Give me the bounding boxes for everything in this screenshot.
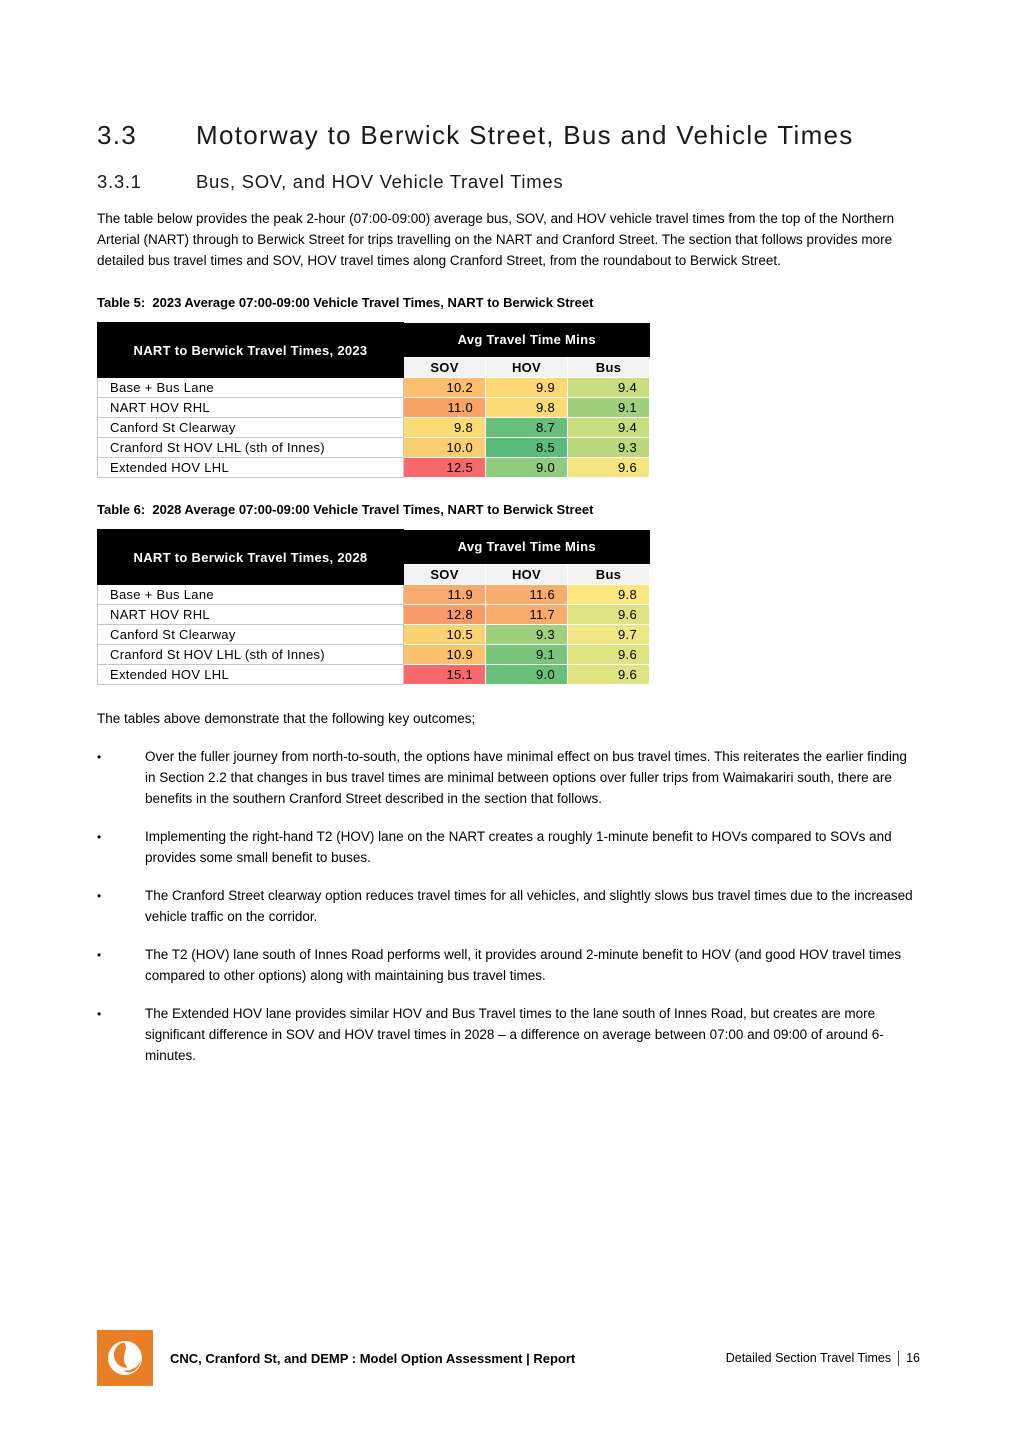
option-label: NART HOV RHL bbox=[98, 605, 404, 625]
table-row bbox=[98, 398, 650, 418]
option-label: NART HOV RHL bbox=[98, 398, 404, 418]
page-content bbox=[97, 120, 917, 1083]
bullet-text: The Cranford Street clearway option reduces travel times for all vehicles, and slightly slows bus travel times due to the increased vehicle traffic on the corridor. bbox=[145, 888, 913, 924]
bullet-item bbox=[97, 885, 917, 927]
travel-time-cell: 12.5 bbox=[404, 458, 486, 478]
bullet-text: The Extended HOV lane provides similar HOV and Bus Travel times to the lane south of Innes Road, but creates are more significant difference in SOV and HOV travel times in 2028 – a difference on average between 07:00 and 09:00 of around 6-minutes. bbox=[145, 1006, 884, 1063]
column-header-bus: Bus bbox=[568, 358, 650, 378]
travel-time-cell: 9.6 bbox=[568, 665, 650, 685]
table-row bbox=[98, 458, 650, 478]
table-row bbox=[98, 378, 650, 398]
vehicle-travel-times-table-2028 bbox=[97, 529, 650, 685]
table-row bbox=[98, 585, 650, 605]
option-label: Extended HOV LHL bbox=[98, 665, 404, 685]
column-header-sov: SOV bbox=[404, 565, 486, 585]
bullet-marker: • bbox=[97, 830, 102, 844]
key-outcomes-bullet-list bbox=[97, 746, 917, 1066]
travel-time-cell: 15.1 bbox=[404, 665, 486, 685]
intro-paragraph: The table below provides the peak 2-hour (07:00-09:00) average bus, SOV, and HOV vehicle travel times from the top of the Northern Arterial (NART) through to Berwick Street for trips travelling on the NART and Cranford Street. The section that follows provides more detailed bus travel times and SOV, HOV travel times along Cranford Street, from the roundabout to Berwick Street. bbox=[97, 211, 895, 268]
bullet-marker: • bbox=[97, 889, 102, 903]
bullet-text: Over the fuller journey from north-to-south, the options have minimal effect on bus travel times. This reiterates the earlier finding in Section 2.2 that changes in bus travel times are minimal between options over fuller trips from Waimakariri south, there are benefits in the southern Cranford Street described in the section that follows. bbox=[145, 749, 907, 806]
travel-time-cell: 11.6 bbox=[486, 585, 568, 605]
travel-time-cell: 9.3 bbox=[568, 438, 650, 458]
footer-page-info bbox=[726, 1351, 920, 1366]
column-header-hov: HOV bbox=[486, 358, 568, 378]
travel-time-cell: 10.0 bbox=[404, 438, 486, 458]
section-title: Motorway to Berwick Street, Bus and Vehicle Times bbox=[196, 120, 854, 150]
table-row bbox=[98, 605, 650, 625]
subsection-heading bbox=[97, 171, 917, 193]
page-footer bbox=[97, 1330, 920, 1386]
bullet-marker: • bbox=[97, 948, 102, 962]
footer-divider bbox=[898, 1351, 899, 1366]
footer-doc-title: CNC, Cranford St, and DEMP : Model Option Assessment | Report bbox=[170, 1350, 576, 1366]
option-label: Extended HOV LHL bbox=[98, 458, 404, 478]
table-row bbox=[98, 438, 650, 458]
travel-time-cell: 9.8 bbox=[486, 398, 568, 418]
travel-time-cell: 9.0 bbox=[486, 665, 568, 685]
table5-group-header: Avg Travel Time Mins bbox=[404, 323, 650, 358]
footer-page-number: 16 bbox=[906, 1351, 920, 1365]
travel-time-cell: 10.5 bbox=[404, 625, 486, 645]
column-header-bus: Bus bbox=[568, 565, 650, 585]
travel-time-cell: 11.9 bbox=[404, 585, 486, 605]
travel-time-cell: 9.8 bbox=[568, 585, 650, 605]
option-label: Base + Bus Lane bbox=[98, 378, 404, 398]
travel-time-cell: 9.6 bbox=[568, 645, 650, 665]
table-row bbox=[98, 418, 650, 438]
outcomes-lead-in: The tables above demonstrate that the following key outcomes; bbox=[97, 711, 476, 726]
vehicle-travel-times-table-2023 bbox=[97, 322, 650, 478]
section-heading bbox=[97, 120, 917, 151]
travel-time-cell: 9.1 bbox=[568, 398, 650, 418]
footer-section-name: Detailed Section Travel Times bbox=[725, 1351, 892, 1365]
bullet-marker: • bbox=[97, 1007, 102, 1021]
company-logo-icon bbox=[97, 1330, 153, 1386]
table6-group-header: Avg Travel Time Mins bbox=[404, 530, 650, 565]
bullet-item bbox=[97, 944, 917, 986]
bullet-text: The T2 (HOV) lane south of Innes Road performs well, it provides around 2-minute benefit to HOV (and good HOV travel times compared to other options) along with maintaining bus travel times. bbox=[145, 947, 902, 983]
travel-time-cell: 9.4 bbox=[568, 378, 650, 398]
travel-time-cell: 11.0 bbox=[404, 398, 486, 418]
bullet-item bbox=[97, 826, 917, 868]
travel-time-cell: 10.9 bbox=[404, 645, 486, 665]
travel-time-cell: 9.6 bbox=[568, 605, 650, 625]
travel-time-cell: 10.2 bbox=[404, 378, 486, 398]
travel-time-cell: 11.7 bbox=[486, 605, 568, 625]
option-label: Cranford St HOV LHL (sth of Innes) bbox=[98, 645, 404, 665]
bullet-item bbox=[97, 1003, 917, 1066]
column-header-sov: SOV bbox=[404, 358, 486, 378]
travel-time-cell: 9.4 bbox=[568, 418, 650, 438]
bullet-marker: • bbox=[97, 750, 102, 764]
table5-corner-header: NART to Berwick Travel Times, 2023 bbox=[98, 323, 404, 378]
table-row bbox=[98, 625, 650, 645]
travel-time-cell: 9.0 bbox=[486, 458, 568, 478]
travel-time-cell: 8.5 bbox=[486, 438, 568, 458]
travel-time-cell: 9.3 bbox=[486, 625, 568, 645]
table6-corner-header: NART to Berwick Travel Times, 2028 bbox=[98, 530, 404, 585]
bullet-item bbox=[97, 746, 917, 809]
table6-caption: Table 6: 2028 Average 07:00-09:00 Vehicle Travel Times, NART to Berwick Street bbox=[97, 502, 594, 517]
option-label: Canford St Clearway bbox=[98, 625, 404, 645]
travel-time-cell: 9.6 bbox=[568, 458, 650, 478]
section-number: 3.3 bbox=[97, 120, 138, 150]
table-row bbox=[98, 665, 650, 685]
travel-time-cell: 9.1 bbox=[486, 645, 568, 665]
subsection-number: 3.3.1 bbox=[97, 171, 142, 192]
option-label: Canford St Clearway bbox=[98, 418, 404, 438]
subsection-title: Bus, SOV, and HOV Vehicle Travel Times bbox=[196, 171, 564, 192]
travel-time-cell: 9.7 bbox=[568, 625, 650, 645]
table5-caption: Table 5: 2023 Average 07:00-09:00 Vehicle Travel Times, NART to Berwick Street bbox=[97, 295, 594, 310]
table-row bbox=[98, 645, 650, 665]
travel-time-cell: 8.7 bbox=[486, 418, 568, 438]
bullet-text: Implementing the right-hand T2 (HOV) lane on the NART creates a roughly 1-minute benefit to HOVs compared to SOVs and provides some small benefit to buses. bbox=[145, 829, 892, 865]
travel-time-cell: 9.8 bbox=[404, 418, 486, 438]
travel-time-cell: 9.9 bbox=[486, 378, 568, 398]
travel-time-cell: 12.8 bbox=[404, 605, 486, 625]
option-label: Cranford St HOV LHL (sth of Innes) bbox=[98, 438, 404, 458]
option-label: Base + Bus Lane bbox=[98, 585, 404, 605]
column-header-hov: HOV bbox=[486, 565, 568, 585]
